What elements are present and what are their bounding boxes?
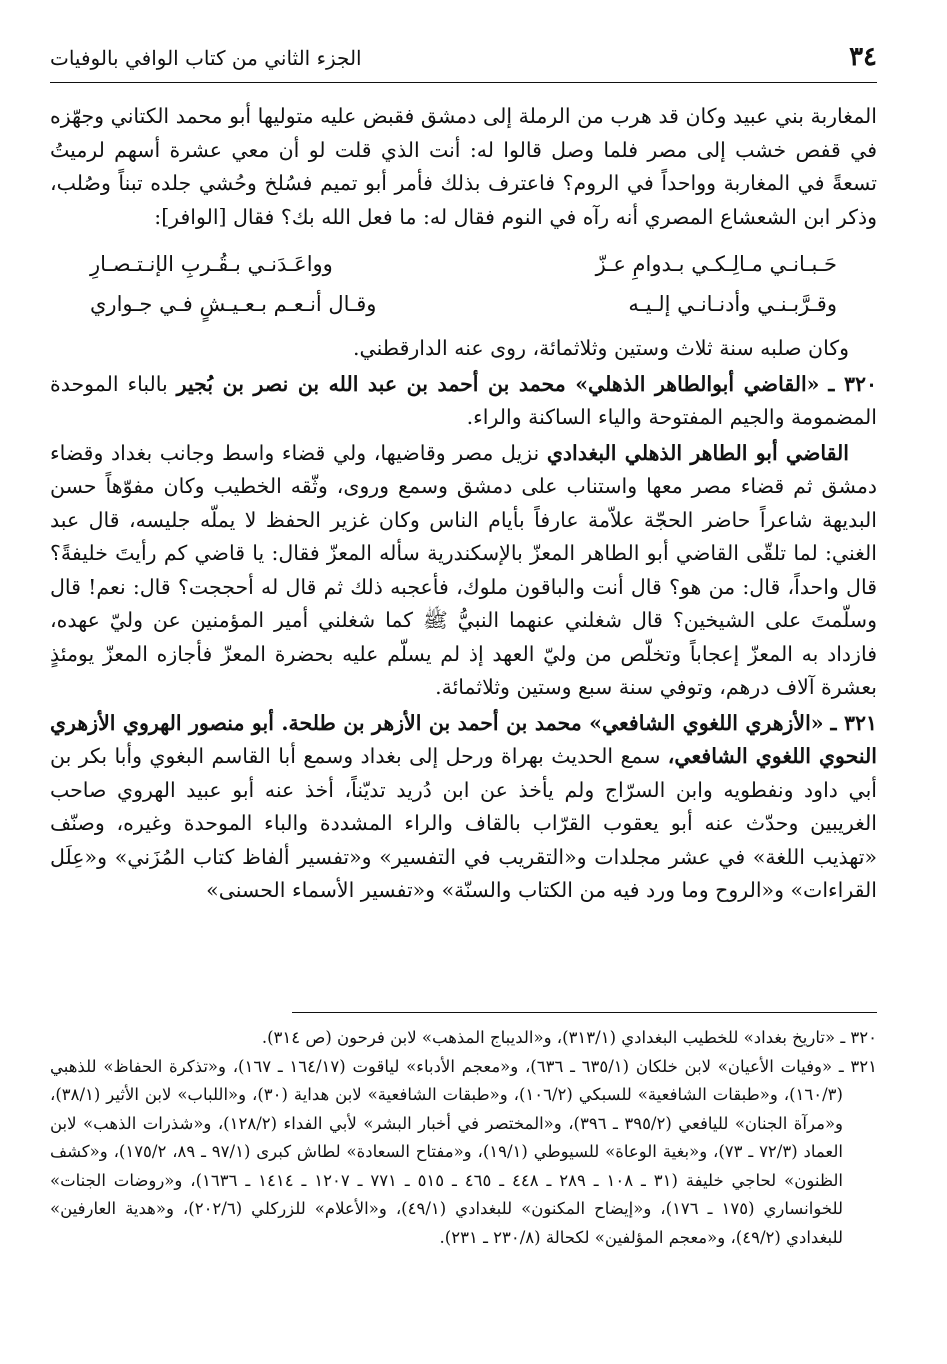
page-number: ٣٤ — [849, 42, 877, 72]
entry-text: نزيل مصر وقاضيها، ولي قضاء واسط وجانب بغداد وقضاء دمشق ثم قضاء مصر معها واستناب على دمشق وسمع وروى، وثّقه الخطيب وكان مفوّهاً حسن البديهة شاعراً حاضر الحجّة علاّمة عارفاً بأيام الناس وكان غزير الحفظ لا يملّه جليسه، قال عبد الغني: لما تلقّى القاضي أبو الطاهر المعزّ بالإسكندرية سأله المعزّ فقال: يا قاضي كم رأيتَ خليفةً؟ قال واحداً، قال: من هو؟ قال أنت والباقون ملوك، فأعجبه ذلك ثم قال له أحججت؟ قال: نعم! قال وسلّمتَ على الشيخين؟ قال شغلني عنهما النبيُّ ﷺ كما شغلني أمير المؤمنين عن وليّ عهده، فازداد به المعزّ إعجاباً وتخلّص من وليّ العهد إذ لم يسلّم عليه بحضرة المعزّ فأجازه المعزّ يومئذٍ بعشرة آلاف درهم، وتوفي سنة سبع وستين وثلاثمائة. — [50, 440, 878, 699]
poem-verse — [50, 244, 877, 284]
poem — [50, 244, 877, 324]
footnote-321: ٣٢١ ـ «وفيات الأعيان» لابن خلكان (٦٣٥/١ ـ ٦٣٦)، و«معجم الأدباء» لياقوت (١٦٤/١٧ ـ ١٦٧)، و«تذكرة الحفاظ» للذهبي (١٦٠/٣)، و«طبقات الشافعية» للسبكي (١٠٦/٢)، و«طبقات الشافعية» لابن هداية (٣٠)، و«اللباب» لابن الأثير (٣٨/١)، و«مرآة الجنان» لليافعي (٣٩٥/٢ ـ ٣٩٦)، و«المختصر في أخبار البشر» لأبي الفداء (١٢٨/٢)، و«شذرات الذهب» لابن العماد (٧٢/٣ ـ ٧٣)، و«بغية الوعاة» للسيوطي (١٩/١)، و«مفتاح السعادة» لطاش كبرى (٩٧/١ ـ ٨٩، ١٧٥/٢)، و«كشف الظنون» لحاجي خليفة (٣١ ـ ١٠٨ ـ ٢٨٩ ـ ٤٤٨ ـ ٤٦٥ ـ ٥١٥ ـ ٧٧١ ـ ١٢٠٧ ـ ١٤١٤ ـ ١٦٣٦)، و«روضات الجنات» للخوانساري (١٧٥ ـ ١٧٦)، و«إيضاح المكنون» للبغدادي (٤٩/١)، و«الأعلام» للزركلي (٢٠٢/٦)، و«هدية العارفين» للبغدادي (٤٩/٢)، و«معجم المؤلفين» لكحالة (٢٣٠/٨ ـ ٢٣١). — [50, 1056, 878, 1247]
page-header — [50, 38, 877, 83]
poem-verse — [50, 284, 877, 324]
entry-321 — [50, 707, 877, 908]
footnotes — [50, 1024, 877, 1252]
entry-number: ٣٢١ ـ — [830, 710, 877, 735]
entry-text: سمع الحديث بهراة ورحل إلى بغداد وسمع أبا القاسم البغوي وأبا بكر بن أبي داود ونفطويه وابن السرّاج ولم يأخذ عن ابن دُريد تديّناً، أخذ عنه أبو عبيد الهروي صاحب الغريبين وحدّث عنه أبو يعقوب القرّاب بالقاف والراء المشددة والباء الموحدة وغيره، وصنّف «تهذيب اللغة» في عشر مجلدات و«التقريب في التفسير» و«تفسير ألفاظ كتاب المُزَني» و«عِلَل القراءات» و«الروح وما ورد فيه من الكتاب والسنّة» و«تفسير الأسماء الحسنى» — [50, 744, 877, 902]
paragraph: وكان صلبه سنة ثلاث وستين وثلاثمائة، روى عنه الدارقطني. — [352, 336, 849, 360]
main-text — [50, 100, 877, 910]
entry-320 — [50, 368, 877, 435]
entry-note: بالباء الموحدة المضمومة والجيم المفتوحة والياء الساكنة والراء. — [50, 371, 877, 429]
hemistich-first: وقـرَّبـنـي وأدنـانـي إلـيـه — [628, 292, 837, 316]
entry-320-body — [50, 437, 877, 705]
hemistich-second: وواعَـدَنـي بـقُـربِ الإنـتـصـارِ — [90, 252, 333, 276]
footnote-divider — [292, 1012, 877, 1013]
entry-title: «الأزهري اللغوي الشافعي» محمد بن أحمد بن الأزهر بن طلحة. أبو منصور الهروي الأزهري النحوي اللغوي الشافعي، — [50, 710, 877, 768]
footnote-320: ٣٢٠ ـ «تاريخ بغداد» للخطيب البغدادي (٣١٣/١)، و«الديباج المذهب» لابن فرحون (ص ٣١٤). — [261, 1028, 877, 1047]
entry-lead-name: القاضي أبو الطاهر الذهلي البغدادي — [546, 440, 849, 465]
running-title: الجزء الثاني من كتاب الوافي بالوفيات — [50, 46, 362, 70]
hemistich-second: وقـال أنـعـم بـعـيـشٍ فـي جـواري — [90, 292, 377, 316]
entry-title: «القاضي أبوالطاهر الذهلي» محمد بن أحمد بن عبد الله بن نصر بن بُجير — [176, 371, 820, 396]
paragraph: المغاربة بني عبيد وكان قد هرب من الرملة إلى دمشق فقبض عليه متوليها أبو محمد الكتاني وجهّزه في قفص خشب إلى مصر فلما وصل قالوا له: أنت الذي قلت لو أن معي عشرة أسهم لرميتُ تسعةً في المغاربة وواحداً في الروم؟ فاعترف بذلك فأمر أبو تميم فسُلخ وحُشي جلده تبناً وصُلب، وذكر ابن الشعشاع المصري أنه رآه في النوم فقال له: ما فعل الله بك؟ فقال [الوافر]: — [50, 104, 877, 229]
entry-number: ٣٢٠ ـ — [828, 371, 877, 396]
hemistich-first: حَـبـانـي مـالِـكـي بـدوامِ عـزّ — [595, 252, 837, 276]
